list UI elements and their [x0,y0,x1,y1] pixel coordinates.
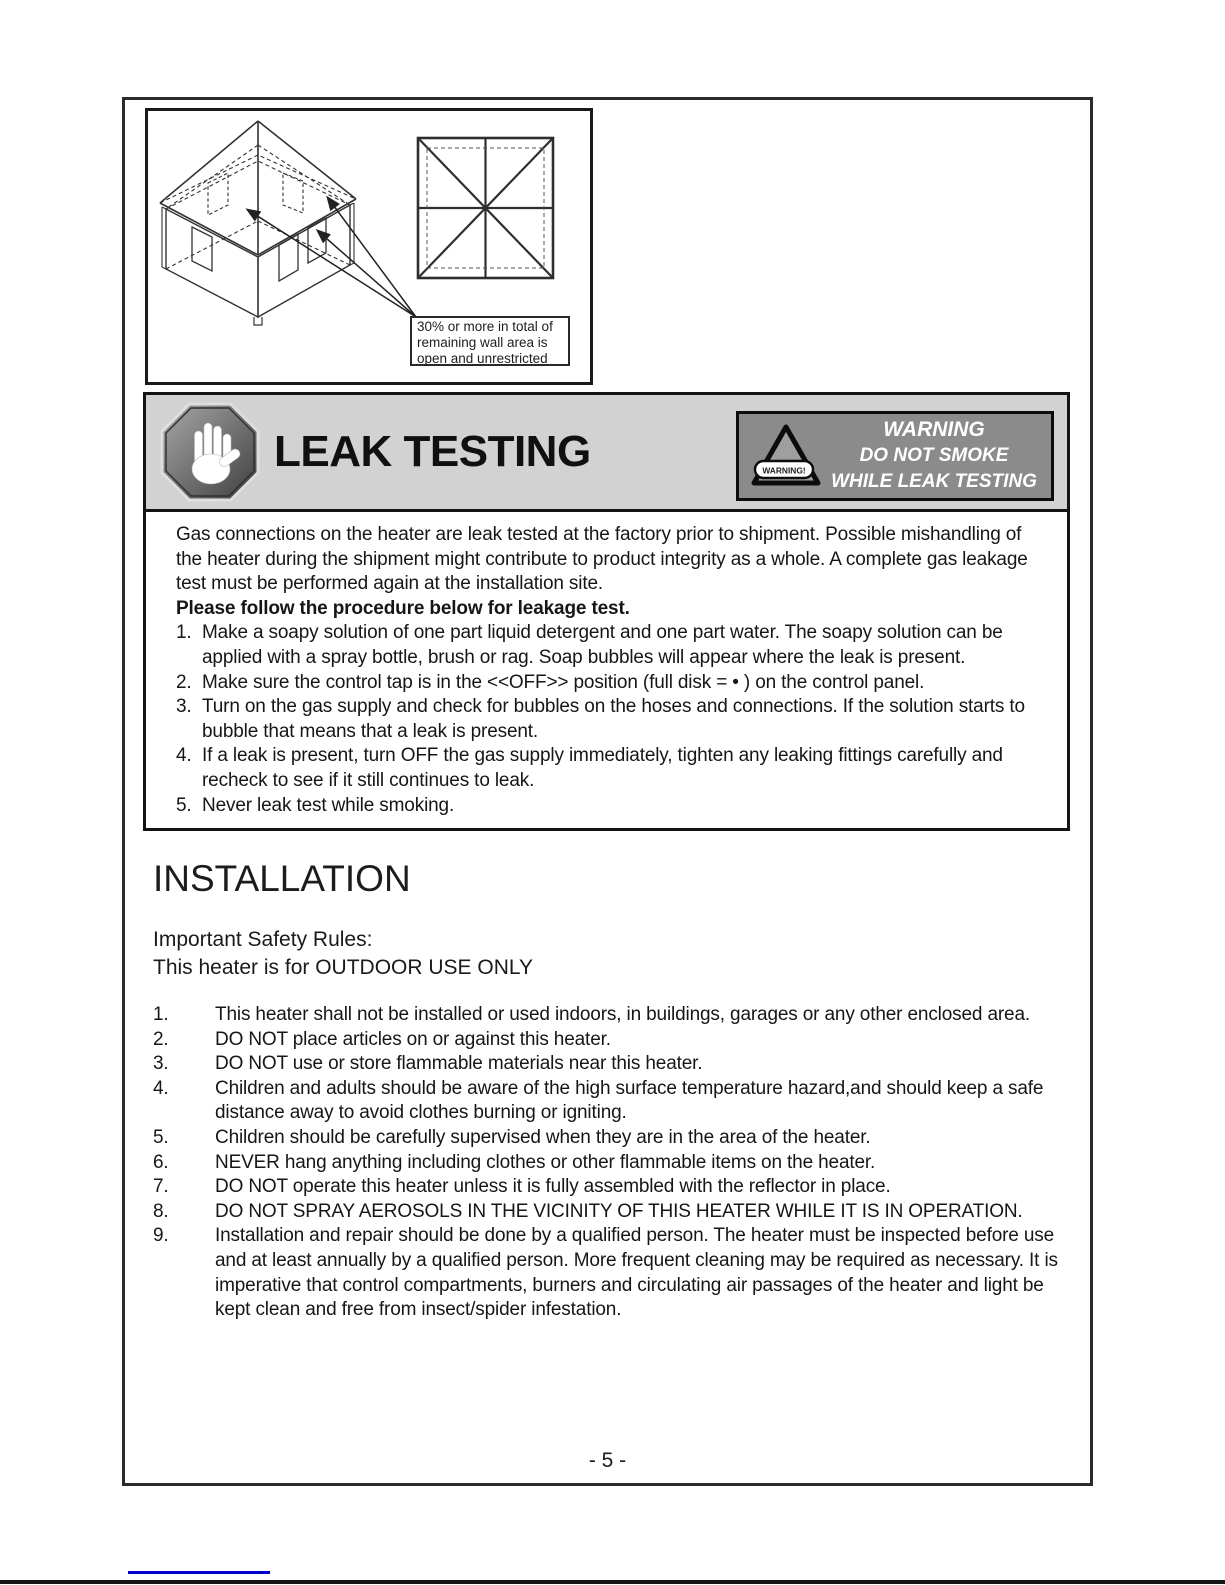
step-text: Make a soapy solution of one part liquid detergent and one part water. The soapy solution can be applied with a spray bottle, brush or rag. Soap bubbles will appear where the leak is present. [202,622,1003,668]
step-number: 1. [176,622,192,644]
rule-text: DO NOT operate this heater unless it is fully assembled with the reflector in place. [215,1176,891,1198]
procedure-heading: Please follow the procedure below for leakage test. [176,597,630,619]
step-number: 3. [176,696,192,718]
procedure-step [176,621,1031,670]
rule-item [153,1077,1073,1126]
leak-testing-section [143,392,1070,831]
step-number: 4. [176,745,192,767]
step-text: Never leak test while smoking. [202,794,455,816]
step-number: 2. [176,671,192,693]
procedure-step [176,794,1031,819]
diagram-caption-line: 30% or more in total of [417,319,553,334]
leak-intro-paragraph: Gas connections on the heater are leak tested at the factory prior to shipment. Possible mishandling of the heater during the shipment might contribute to product integrity as a whole. A complete gas leakage test must be performed again at the installation site. [176,524,1028,595]
rule-number: 2. [153,1028,169,1050]
rule-number: 9. [153,1225,169,1247]
diagram-caption-line: remaining wall area is [417,334,548,350]
rule-item [153,1126,1073,1151]
diagram-caption [410,316,570,366]
rule-text: Children and adults should be aware of the high surface temperature hazard,and should keep a safe distance away to avoid clothes burning or igniting. [215,1077,1044,1124]
warning-triangle-icon [749,422,823,490]
rule-text: This heater shall not be installed or used indoors, in buildings, garages or any other enclosed area. [215,1004,1031,1025]
rule-item [153,1224,1073,1322]
warning-callout [736,411,1054,501]
procedure-step [176,671,1031,696]
rule-item [153,1175,1073,1200]
section-title: LEAK TESTING [274,427,591,476]
rule-text: Installation and repair should be done by a qualified person. The heater must be inspected before use and at least annually by a qualified person. More frequent cleaning may be required as necessary. It is imperative that control compartments, burners and circulating air passages of the heater and light be kept clean and free from insect/spider infestation. [215,1225,1058,1321]
rule-text: NEVER hang anything including clothes or other flammable items on the heater. [215,1151,876,1173]
rule-text: DO NOT use or store flammable materials near this heater. [215,1053,703,1075]
rule-number: 4. [153,1077,169,1099]
step-number: 5. [176,794,192,816]
step-text: If a leak is present, turn OFF the gas supply immediately, tighten any leaking fittings carefully and recheck to see if it still continues to leak. [202,745,1003,791]
rule-number: 8. [153,1200,169,1222]
leak-testing-body [146,512,1067,818]
rule-number: 3. [153,1053,169,1075]
rule-number: 6. [153,1151,169,1173]
rule-text: DO NOT SPRAY AEROSOLS IN THE VICINITY OF THIS HEATER WHILE IT IS IN OPERATION. [215,1200,1023,1222]
stop-hand-icon [160,402,260,502]
rule-number: 5. [153,1126,169,1148]
diagram-caption-line: open and unrestricted [417,350,548,366]
page-number: - 5 - [588,1449,627,1472]
warning-badge-text: WARNING! [762,465,806,476]
warning-line: WARNING [883,418,985,441]
rule-text: DO NOT place articles on or against this heater. [215,1028,611,1050]
procedure-step [176,744,1031,793]
page-frame [122,97,1093,1486]
installation-title: INSTALLATION [153,858,411,899]
installation-rules-list [153,1003,1073,1323]
warning-text [823,417,1051,495]
leak-procedure-list [176,621,1031,818]
leak-testing-banner [146,395,1067,512]
procedure-step [176,695,1031,744]
plan-view-square [418,138,553,278]
rule-item [153,1028,1073,1053]
rules-subheading-line: This heater is for OUTDOOR USE ONLY [153,956,534,979]
step-text: Make sure the control tap is in the <<OFF>> position (full disk = • ) on the control panel. [202,671,925,693]
rule-item [153,1003,1073,1028]
rule-item [153,1200,1073,1225]
page-bottom-edge [0,1580,1225,1584]
safety-rules-heading [153,926,533,982]
rule-number: 1. [153,1004,169,1025]
ventilation-diagram [145,108,593,385]
warning-line: WHILE LEAK TESTING [831,471,1037,492]
rule-item [153,1052,1073,1077]
step-text: Turn on the gas supply and check for bubbles on the hoses and connections. If the solution starts to bubble that means that a leak is present. [202,696,1025,742]
footer-link-underline[interactable] [128,1571,270,1574]
rule-number: 7. [153,1176,169,1198]
rule-text: Children should be carefully supervised when they are in the area of the heater. [215,1126,871,1148]
rules-heading-line: Important Safety Rules: [153,928,373,951]
pavilion-structure [160,121,356,325]
warning-line: DO NOT SMOKE [859,445,1009,466]
rule-item [153,1151,1073,1176]
